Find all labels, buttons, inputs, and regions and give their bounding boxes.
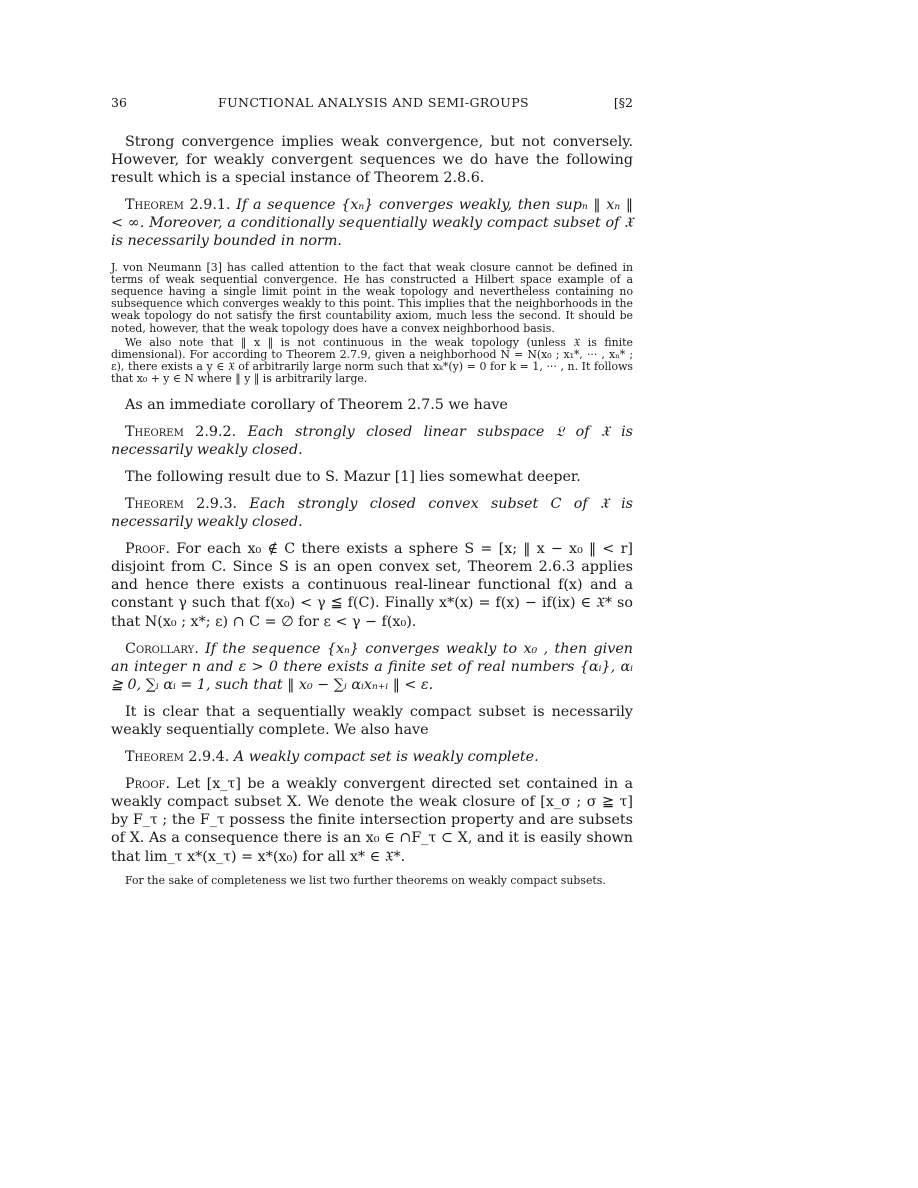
corollary-intro-paragraph xyxy=(111,396,633,414)
mazur-intro-paragraph xyxy=(111,468,633,486)
section-marker: [§2 xyxy=(613,95,633,110)
proof-text: For each x₀ ∉ C there exists a sphere S = [x; ‖ x − x₀ ‖ < r] disjoint from C. Since S is an open convex set, Theorem 2.6.3 applies and hence there exists a continuous real-linear functional f(x) and a constant γ such that f(x₀) < γ ≦ f(C). Finally x*(x) = f(x) − if(ix) ∈ 𝔛* so that N(x₀ ; x*; ε) ∩ C = ∅ for ε < γ − f(x₀). xyxy=(111,541,634,630)
closing-paragraph xyxy=(111,875,633,887)
theorem-statement: If a sequence {xₙ} converges weakly, then supₙ ‖ xₙ ‖ < ∞. Moreover, a conditionally sequentially weakly compact subset of 𝔛 is necessarily bounded in norm. xyxy=(111,197,634,250)
theorem-2-9-2 xyxy=(111,423,633,459)
theorem-2-9-1 xyxy=(111,196,633,250)
completeness-intro-text: It is clear that a sequentially weakly compact subset is necessarily weakly sequentially complete. We also have xyxy=(111,703,633,738)
theorem-label: Theorem xyxy=(125,423,184,440)
theorem-number: 2.9.4. xyxy=(188,749,230,766)
theorem-label: Theorem xyxy=(125,495,184,512)
theorem-statement: A weakly compact set is weakly complete. xyxy=(233,749,539,766)
corollary-statement: If the sequence {xₙ} converges weakly to x₀ , then given an integer n and ε > 0 there exists a finite set of real numbers {αᵢ}, αᵢ ≧ 0, ∑ᵢ αᵢ = 1, such that ‖ x₀ − ∑ᵢ αᵢxₙ₊ᵢ ‖ < ε. xyxy=(111,640,633,693)
intro-text: Strong convergence implies weak convergence, but not conversely. However, for weakly convergent sequences we do have the following result which is a special instance of Theorem 2.8.6. xyxy=(111,134,633,187)
proof-text: Let [x_τ] be a weakly convergent directed set contained in a weakly compact subset X. We denote the weak closure of [x_σ ; σ ≧ τ] by F_τ ; the F_τ possess the finite intersection property and are subsets of X. As a consequence there is an x₀ ∈ ∩F_τ ⊂ X, and it is easily shown that lim_τ x*(x_τ) = x*(x₀) for all x* ∈ 𝔛*. xyxy=(111,776,634,865)
proof-label: Proof. xyxy=(125,541,171,558)
theorem-number: 2.9.1. xyxy=(189,197,231,214)
theorem-2-9-3 xyxy=(111,495,633,531)
theorem-2-9-4 xyxy=(111,748,633,766)
remark-text-1: J. von Neumann [3] has called attention to the fact that weak closure cannot be defined in terms of weak sequential convergence. He has constructed a Hilbert space example of a sequence having a single limit point in the weak topology and nevertheless containing no subsequence which converges weakly to this point. This implies that the neighborhoods in the weak topology do not satisfy the first countability axiom, much less the second. It should be noted, however, that the weak topology does have a convex neighborhood basis. xyxy=(111,260,633,335)
theorem-statement: Each strongly closed linear subspace 𝔏 of 𝔛 is necessarily weakly closed. xyxy=(111,423,634,458)
theorem-number: 2.9.3. xyxy=(196,495,238,512)
remark-paragraph-2 xyxy=(111,337,633,386)
theorem-label: Theorem xyxy=(125,197,184,214)
theorem-number: 2.9.2. xyxy=(195,423,237,440)
page-number: 36 xyxy=(111,95,127,110)
closing-text: For the sake of completeness we list two further theorems on weakly compact subsets. xyxy=(125,873,606,887)
proof-label: Proof. xyxy=(125,776,171,793)
corollary-label: Corollary. xyxy=(125,640,199,657)
running-head xyxy=(111,95,633,117)
remark-text-2: We also note that ‖ x ‖ is not continuous in the weak topology (unless 𝔛 is finite dimensional). For according to Theorem 2.7.9, given a neighborhood N = N(x₀ ; x₁*, ··· , xₙ* ; ε), there exists a y ∈ 𝔛 of arbitrarily large norm such that xₖ*(y) = 0 for k = 1, ··· , n. It follows that x₀ + y ∈ N where ‖ y ‖ is arbitrarily large. xyxy=(111,335,633,386)
theorem-label: Theorem xyxy=(125,749,184,766)
proof-2-9-3 xyxy=(111,540,633,630)
intro-paragraph xyxy=(111,133,633,187)
remark-paragraph-1 xyxy=(111,262,633,335)
completeness-intro-paragraph xyxy=(111,703,633,739)
proof-2-9-4 xyxy=(111,775,633,865)
corollary-intro-text: As an immediate corollary of Theorem 2.7.5 we have xyxy=(125,396,508,413)
mazur-intro-text: The following result due to S. Mazur [1] lies somewhat deeper. xyxy=(125,468,581,485)
running-title: FUNCTIONAL ANALYSIS AND SEMI-GROUPS xyxy=(218,95,530,110)
page-body xyxy=(111,133,633,896)
corollary-paragraph xyxy=(111,640,633,694)
theorem-statement: Each strongly closed convex subset C of 𝔛 is necessarily weakly closed. xyxy=(111,495,633,531)
